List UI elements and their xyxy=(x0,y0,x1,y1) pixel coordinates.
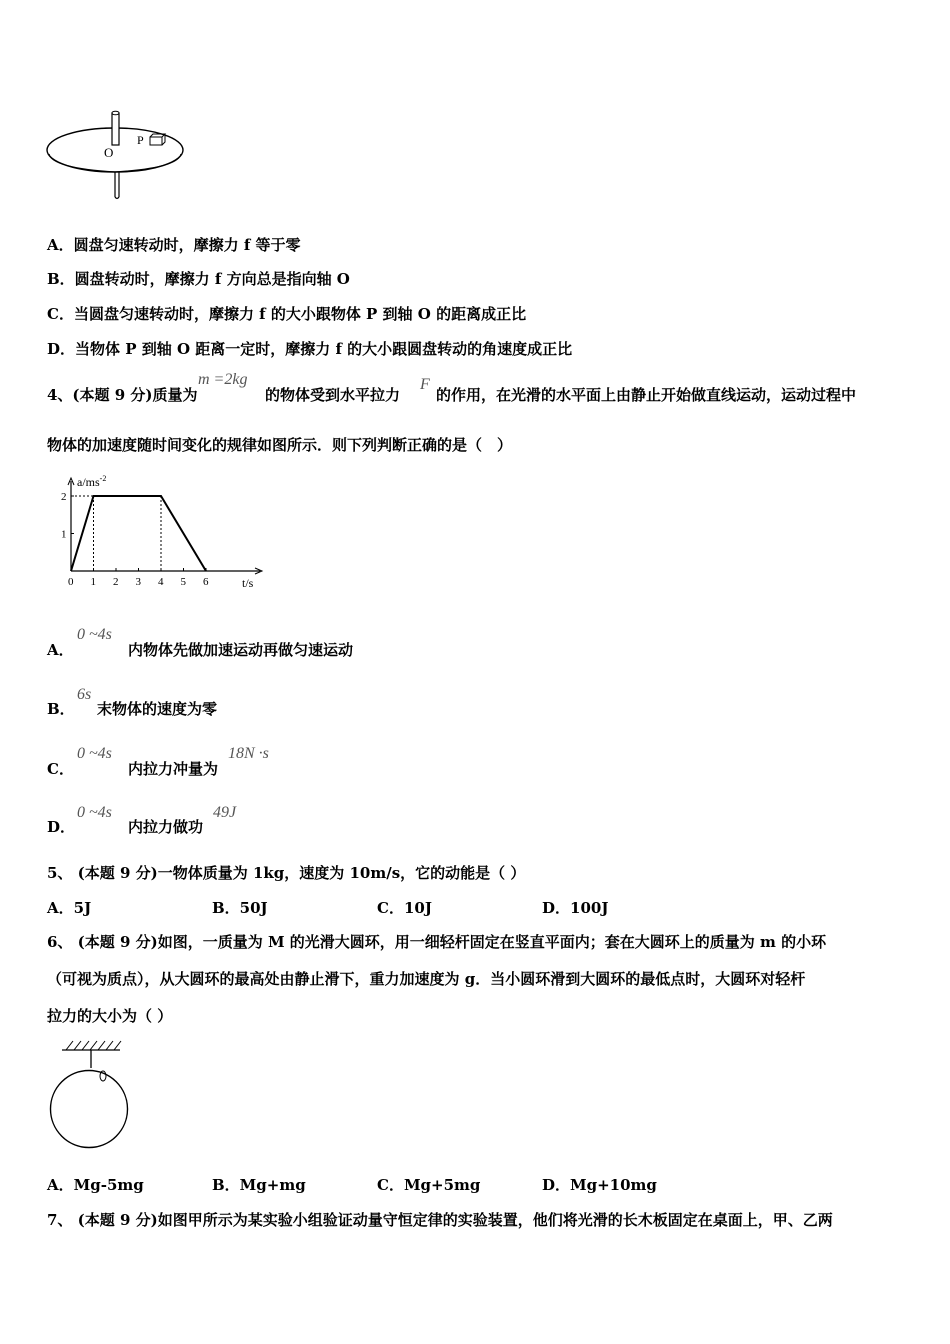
q5-stem: 5、 (本题 9 分)一物体质量为 1kg，速度为 10m/s，它的动能是（ ） xyxy=(47,864,526,882)
q5-option-d: D．100J xyxy=(542,899,609,917)
q6-stem-line3: 拉力的大小为（ ） xyxy=(47,1007,173,1025)
q4-stem-line2: 物体的加速度随时间变化的规律如图所示．则下列判断正确的是（ ） xyxy=(47,436,513,454)
x-tick-label: 3 xyxy=(135,576,141,588)
q5-option-a: A．5J xyxy=(47,899,92,917)
q7-stem-line1: 7、 (本题 9 分)如图甲所示为某实验小组验证动量守恒定律的实验装置，他们将光滑的长木板固定在桌面上，甲、乙两 xyxy=(47,1211,833,1229)
q4-option-a-math: 0 ~4s xyxy=(77,626,112,643)
q6-option-c: C．Mg+5mg xyxy=(377,1176,481,1194)
y-tick-label: 1 xyxy=(61,528,67,541)
q4-option-a-text: 内物体先做加速运动再做匀速运动 xyxy=(128,641,354,659)
q3-option-d: D．当物体 P 到轴 O 距离一定时，摩擦力 f 的大小跟圆盘转动的角速度成正比 xyxy=(47,340,573,358)
q3-option-c: C．当圆盘匀速转动时，摩擦力 f 的大小跟物体 P 到轴 O 的距离成正比 xyxy=(47,305,527,323)
ceiling-support xyxy=(62,1041,121,1050)
x-tick-label: 6 xyxy=(203,576,209,588)
q4-option-d-letter: D． xyxy=(47,818,76,836)
q4-option-d-text: 内拉力做功 xyxy=(128,818,204,836)
x-tick-label: 5 xyxy=(180,576,186,588)
graph-series-line xyxy=(71,496,206,571)
x-tick-label: 0 xyxy=(68,576,74,588)
q3-option-b: B．圆盘转动时，摩擦力 f 方向总是指向轴 O xyxy=(47,270,350,288)
x-tick-label: 1 xyxy=(90,576,96,588)
label-o: O xyxy=(104,145,114,160)
acceleration-time-graph xyxy=(55,473,270,593)
graph-x-label: t/s xyxy=(242,576,254,590)
q6-option-a: A．Mg-5mg xyxy=(47,1176,144,1194)
q4-option-b-text: 末物体的速度为零 xyxy=(97,700,218,718)
q4-option-d-value: 49J xyxy=(213,804,237,821)
q4-mass-expr: m =2kg xyxy=(198,371,248,388)
q6-stem-line1: 6、 (本题 9 分)如图，一质量为 M 的光滑大圆环，用一细轻杆固定在竖直平面内；套在大圆环上的质量为 m 的小环 xyxy=(47,933,827,951)
q6-stem-line2: （可视为质点），从大圆环的最高处由静止滑下，重力加速度为 g．当小圆环滑到大圆环的最低点时，大圆环对轻杆 xyxy=(47,970,806,988)
label-p: P xyxy=(137,133,144,147)
y-tick-label: 2 xyxy=(61,491,67,503)
q4-option-b-math: 6s xyxy=(77,686,92,703)
large-hoop xyxy=(51,1071,128,1148)
x-tick-label: 4 xyxy=(158,576,164,588)
q5-option-b: B．50J xyxy=(212,899,268,917)
q4-stem-part2: 的物体受到水平拉力 xyxy=(265,386,401,404)
q6-option-b: B．Mg+mg xyxy=(212,1176,306,1194)
q4-option-a-letter: A． xyxy=(47,641,74,659)
q6-option-d: D．Mg+10mg xyxy=(542,1176,657,1194)
q4-force-symbol: F xyxy=(420,376,430,393)
q4-option-c-value: 18N ·s xyxy=(228,745,269,762)
q4-option-c-letter: C． xyxy=(47,760,74,778)
q4-option-c-math: 0 ~4s xyxy=(77,745,112,762)
rotating-disk-figure xyxy=(40,105,190,200)
axle-top xyxy=(112,113,119,145)
q4-option-c-text: 内拉力冲量为 xyxy=(128,760,219,778)
hoop-figure xyxy=(45,1036,135,1154)
q4-stem-part3: 的作用，在光滑的水平面上由静止开始做直线运动，运动过程中 xyxy=(436,386,857,404)
q4-stem-part1: 4、(本题 9 分)质量为 xyxy=(47,386,198,404)
q5-option-c: C．10J xyxy=(377,899,432,917)
graph-y-label: $a/ms^{-2}$ xyxy=(77,474,107,489)
q3-option-a: A．圆盘匀速转动时，摩擦力 f 等于零 xyxy=(47,236,301,254)
q4-option-b-letter: B． xyxy=(47,700,75,718)
x-tick-label: 2 xyxy=(113,576,119,588)
q4-option-d-math: 0 ~4s xyxy=(77,804,112,821)
